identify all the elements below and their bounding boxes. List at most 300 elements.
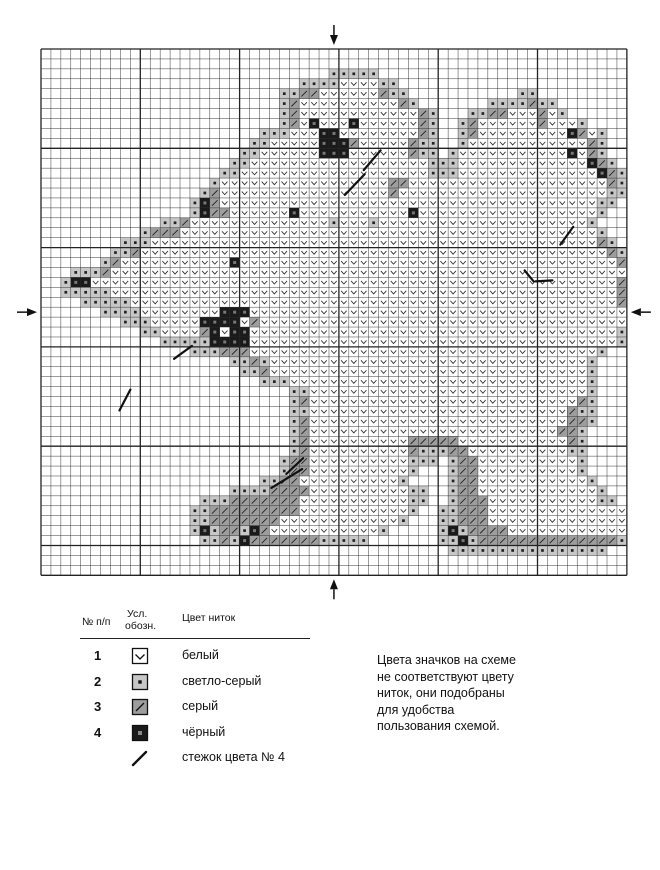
gray-slash-symbol-icon xyxy=(130,697,150,717)
stitch-cell-dot xyxy=(269,377,279,387)
stitch-cell-check xyxy=(369,198,379,208)
stitch-cell-check xyxy=(369,277,379,287)
stitch-cell-check xyxy=(478,377,488,387)
stitch-cell-check xyxy=(587,516,597,526)
stitch-cell-dot xyxy=(587,406,597,416)
stitch-cell-check xyxy=(468,406,478,416)
stitch-cell-dot xyxy=(160,218,170,228)
stitch-cell-check xyxy=(498,228,508,238)
stitch-cell-check xyxy=(369,99,379,109)
stitch-cell-check xyxy=(488,347,498,357)
stitch-cell-check xyxy=(259,317,269,327)
stitch-cell-check xyxy=(418,317,428,327)
stitch-cell-check xyxy=(250,238,260,248)
stitch-cell-check xyxy=(240,297,250,307)
stitch-cell-slash xyxy=(617,258,627,268)
stitch-cell-check xyxy=(408,109,418,119)
stitch-cell-check xyxy=(458,367,468,377)
stitch-cell-check xyxy=(349,297,359,307)
stitch-cell-slash xyxy=(230,496,240,506)
stitch-cell-check xyxy=(508,466,518,476)
stitch-cell-check xyxy=(448,258,458,268)
stitch-cell-check xyxy=(408,218,418,228)
stitch-cell-check xyxy=(379,228,389,238)
stitch-cell-check xyxy=(220,297,230,307)
stitch-cell-check xyxy=(379,178,389,188)
stitch-cell-check xyxy=(369,337,379,347)
light-gray-dot-symbol-icon xyxy=(130,672,150,692)
stitch-cell-check xyxy=(498,486,508,496)
stitch-cell-check xyxy=(329,446,339,456)
stitch-cell-check xyxy=(518,228,528,238)
stitch-cell-check xyxy=(428,367,438,377)
stitch-cell-dot xyxy=(438,536,448,546)
stitch-cell-check xyxy=(498,148,508,158)
stitch-cell-check xyxy=(329,476,339,486)
stitch-cell-check xyxy=(528,506,538,516)
stitch-cell-square xyxy=(339,138,349,148)
stitch-cell-check xyxy=(329,357,339,367)
legend-color-name: серый xyxy=(182,699,219,713)
stitch-cell-check xyxy=(418,198,428,208)
stitch-cell-check xyxy=(488,258,498,268)
stitch-cell-check xyxy=(111,267,121,277)
stitch-cell-slash xyxy=(220,526,230,536)
stitch-cell-check xyxy=(190,327,200,337)
stitch-cell-check xyxy=(528,198,538,208)
stitch-cell-check xyxy=(349,277,359,287)
stitch-cell-check xyxy=(319,258,329,268)
stitch-cell-check xyxy=(120,277,130,287)
stitch-cell-check xyxy=(478,307,488,317)
stitch-cell-dot xyxy=(468,536,478,546)
stitch-cell-slash xyxy=(250,317,260,327)
stitch-cell-dot xyxy=(289,446,299,456)
stitch-cell-check xyxy=(418,158,428,168)
stitch-cell-check xyxy=(577,188,587,198)
stitch-cell-check xyxy=(379,287,389,297)
stitch-cell-check xyxy=(389,198,399,208)
stitch-cell-check xyxy=(379,406,389,416)
stitch-cell-check xyxy=(538,267,548,277)
stitch-cell-dot xyxy=(130,238,140,248)
stitch-cell-check xyxy=(279,327,289,337)
stitch-cell-check xyxy=(120,287,130,297)
stitch-cell-check xyxy=(339,79,349,89)
stitch-cell-check xyxy=(389,416,399,426)
stitch-cell-check xyxy=(547,387,557,397)
stitch-cell-check xyxy=(488,178,498,188)
stitch-cell-check xyxy=(379,158,389,168)
stitch-cell-check xyxy=(418,406,428,416)
stitch-cell-check xyxy=(508,406,518,416)
stitch-cell-check xyxy=(448,317,458,327)
stitch-cell-check xyxy=(289,347,299,357)
stitch-cell-check xyxy=(508,506,518,516)
stitch-cell-dot xyxy=(210,526,220,536)
stitch-cell-check xyxy=(438,267,448,277)
stitch-cell-dot xyxy=(597,128,607,138)
stitch-cell-dot xyxy=(289,436,299,446)
stitch-cell-check xyxy=(478,218,488,228)
stitch-cell-check xyxy=(448,406,458,416)
stitch-cell-dot xyxy=(577,119,587,129)
stitch-cell-check xyxy=(389,238,399,248)
backstitch-segment xyxy=(536,280,553,281)
stitch-cell-check xyxy=(369,446,379,456)
stitch-cell-check xyxy=(547,277,557,287)
stitch-cell-check xyxy=(398,198,408,208)
stitch-cell-check xyxy=(508,357,518,367)
stitch-cell-check xyxy=(259,208,269,218)
stitch-cell-check xyxy=(309,506,319,516)
stitch-cell-check xyxy=(259,158,269,168)
stitch-cell-check xyxy=(329,426,339,436)
stitch-cell-dot xyxy=(508,546,518,556)
stitch-cell-check xyxy=(299,238,309,248)
stitch-cell-check xyxy=(458,228,468,238)
stitch-cell-check xyxy=(478,486,488,496)
stitch-cell-check xyxy=(220,248,230,258)
stitch-cell-check xyxy=(538,248,548,258)
stitch-cell-dot xyxy=(587,476,597,486)
stitch-cell-check xyxy=(528,327,538,337)
stitch-cell-dot xyxy=(190,208,200,218)
stitch-cell-check xyxy=(339,377,349,387)
stitch-cell-dot xyxy=(289,397,299,407)
stitch-cell-check xyxy=(468,208,478,218)
stitch-cell-check xyxy=(418,188,428,198)
stitch-cell-check xyxy=(269,357,279,367)
stitch-cell-check xyxy=(259,218,269,228)
stitch-cell-dot xyxy=(418,496,428,506)
stitch-cell-check xyxy=(567,267,577,277)
stitch-cell-check xyxy=(289,337,299,347)
stitch-cell-check xyxy=(428,238,438,248)
stitch-cell-check xyxy=(319,397,329,407)
legend-color-name: стежок цвета № 4 xyxy=(182,750,285,764)
stitch-cell-check xyxy=(230,267,240,277)
stitch-cell-slash xyxy=(230,526,240,536)
stitch-cell-check xyxy=(170,317,180,327)
stitch-cell-dot xyxy=(518,546,528,556)
stitch-cell-check xyxy=(428,218,438,228)
stitch-cell-check xyxy=(398,287,408,297)
stitch-cell-slash xyxy=(299,89,309,99)
stitch-cell-dot xyxy=(279,99,289,109)
legend-table xyxy=(80,608,310,772)
stitch-cell-check xyxy=(329,178,339,188)
stitch-cell-dot xyxy=(408,496,418,506)
stitch-cell-check xyxy=(389,506,399,516)
stitch-cell-slash xyxy=(408,138,418,148)
stitch-cell-check xyxy=(518,238,528,248)
stitch-cell-slash xyxy=(250,536,260,546)
stitch-cell-check xyxy=(349,526,359,536)
stitch-cell-check xyxy=(448,287,458,297)
stitch-cell-check xyxy=(428,307,438,317)
stitch-cell-check xyxy=(111,277,121,287)
stitch-cell-check xyxy=(259,238,269,248)
stitch-cell-check xyxy=(120,267,130,277)
stitch-cell-check xyxy=(408,238,418,248)
stitch-cell-check xyxy=(369,119,379,129)
stitch-cell-check xyxy=(329,158,339,168)
stitch-cell-check xyxy=(389,287,399,297)
stitch-cell-dot xyxy=(448,496,458,506)
stitch-cell-check xyxy=(478,367,488,377)
stitch-cell-check xyxy=(428,416,438,426)
stitch-cell-check xyxy=(478,466,488,476)
stitch-cell-check xyxy=(398,347,408,357)
stitch-cell-dot xyxy=(597,198,607,208)
stitch-cell-check xyxy=(299,367,309,377)
stitch-cell-dot xyxy=(458,138,468,148)
stitch-cell-slash xyxy=(240,506,250,516)
stitch-cell-check xyxy=(339,357,349,367)
stitch-cell-check xyxy=(180,287,190,297)
stitch-cell-check xyxy=(428,337,438,347)
stitch-cell-check xyxy=(468,436,478,446)
stitch-cell-check xyxy=(597,267,607,277)
stitch-cell-check xyxy=(309,377,319,387)
stitch-cell-check xyxy=(508,337,518,347)
stitch-cell-check xyxy=(448,228,458,238)
stitch-cell-check xyxy=(230,248,240,258)
stitch-cell-check xyxy=(468,297,478,307)
stitch-cell-check xyxy=(508,208,518,218)
stitch-cell-check xyxy=(528,357,538,367)
stitch-cell-check xyxy=(547,357,557,367)
stitch-cell-check xyxy=(448,416,458,426)
stitch-cell-check xyxy=(468,228,478,238)
stitch-cell-slash xyxy=(567,436,577,446)
stitch-cell-check xyxy=(349,496,359,506)
stitch-cell-check xyxy=(279,526,289,536)
stitch-cell-dot xyxy=(190,506,200,516)
stitch-cell-check xyxy=(339,426,349,436)
stitch-cell-check xyxy=(538,277,548,287)
stitch-cell-slash xyxy=(478,506,488,516)
stitch-cell-check xyxy=(319,347,329,357)
stitch-cell-check xyxy=(458,277,468,287)
black-square-symbol-icon xyxy=(130,723,150,743)
stitch-cell-check xyxy=(259,347,269,357)
stitch-cell-check xyxy=(577,178,587,188)
stitch-cell-check xyxy=(577,377,587,387)
stitch-cell-dot xyxy=(438,506,448,516)
stitch-cell-check xyxy=(379,188,389,198)
stitch-cell-check xyxy=(379,387,389,397)
stitch-cell-check xyxy=(309,317,319,327)
legend-row-stitch xyxy=(80,746,310,772)
stitch-cell-check xyxy=(538,337,548,347)
stitch-cell-check xyxy=(319,287,329,297)
stitch-cell-check xyxy=(538,128,548,138)
stitch-cell-check xyxy=(279,347,289,357)
stitch-cell-dot xyxy=(428,158,438,168)
stitch-cell-check xyxy=(408,317,418,327)
stitch-cell-dot xyxy=(279,109,289,119)
stitch-cell-check xyxy=(359,109,369,119)
stitch-cell-square xyxy=(200,526,210,536)
stitch-cell-slash xyxy=(289,109,299,119)
stitch-cell-check xyxy=(329,347,339,357)
stitch-cell-check xyxy=(389,317,399,327)
stitch-cell-dot xyxy=(240,148,250,158)
stitch-cell-check xyxy=(349,79,359,89)
stitch-cell-check xyxy=(299,148,309,158)
stitch-cell-check xyxy=(359,387,369,397)
stitch-cell-check xyxy=(369,307,379,317)
stitch-cell-check xyxy=(309,347,319,357)
stitch-cell-check xyxy=(379,208,389,218)
stitch-cell-check xyxy=(269,258,279,268)
stitch-cell-check xyxy=(508,416,518,426)
stitch-cell-check xyxy=(418,377,428,387)
stitch-cell-check xyxy=(418,238,428,248)
stitch-cell-slash xyxy=(408,436,418,446)
stitch-cell-check xyxy=(220,218,230,228)
stitch-cell-check xyxy=(359,337,369,347)
stitch-cell-dot xyxy=(319,536,329,546)
stitch-cell-check xyxy=(597,188,607,198)
stitch-cell-slash xyxy=(597,536,607,546)
stitch-cell-dot xyxy=(438,526,448,536)
stitch-cell-check xyxy=(478,267,488,277)
stitch-cell-check xyxy=(369,367,379,377)
stitch-cell-check xyxy=(389,138,399,148)
stitch-cell-check xyxy=(279,158,289,168)
stitch-cell-check xyxy=(488,128,498,138)
stitch-cell-check xyxy=(319,436,329,446)
stitch-cell-check xyxy=(498,297,508,307)
stitch-cell-check xyxy=(250,158,260,168)
stitch-cell-check xyxy=(547,486,557,496)
stitch-cell-slash xyxy=(498,109,508,119)
stitch-cell-check xyxy=(438,238,448,248)
stitch-cell-dot xyxy=(428,148,438,158)
stitch-cell-check xyxy=(170,307,180,317)
stitch-cell-check xyxy=(299,158,309,168)
stitch-cell-check xyxy=(379,128,389,138)
stitch-cell-check xyxy=(398,158,408,168)
stitch-cell-check xyxy=(488,377,498,387)
stitch-cell-check xyxy=(180,307,190,317)
stitch-cell-square xyxy=(220,307,230,317)
stitch-cell-check xyxy=(398,466,408,476)
stitch-cell-check xyxy=(587,228,597,238)
stitch-cell-check xyxy=(250,297,260,307)
stitch-cell-check xyxy=(577,198,587,208)
stitch-cell-check xyxy=(319,516,329,526)
stitch-cell-slash xyxy=(408,148,418,158)
stitch-cell-check xyxy=(567,486,577,496)
stitch-cell-check xyxy=(319,357,329,367)
center-arrow-left-icon xyxy=(17,308,37,316)
stitch-cell-check xyxy=(269,277,279,287)
stitch-cell-slash xyxy=(458,516,468,526)
stitch-cell-check xyxy=(190,287,200,297)
stitch-cell-check xyxy=(538,466,548,476)
stitch-cell-check xyxy=(259,198,269,208)
stitch-cell-check xyxy=(269,158,279,168)
stitch-cell-check xyxy=(309,158,319,168)
stitch-cell-check xyxy=(319,327,329,337)
stitch-cell-check xyxy=(577,506,587,516)
stitch-cell-check xyxy=(547,148,557,158)
stitch-cell-check xyxy=(160,317,170,327)
stitch-cell-dot xyxy=(319,79,329,89)
stitch-cell-check xyxy=(269,297,279,307)
stitch-cell-check xyxy=(309,178,319,188)
stitch-cell-check xyxy=(528,228,538,238)
stitch-cell-check xyxy=(468,317,478,327)
stitch-cell-check xyxy=(329,277,339,287)
stitch-cell-check xyxy=(617,307,627,317)
stitch-cell-check xyxy=(617,516,627,526)
stitch-cell-slash xyxy=(389,178,399,188)
stitch-cell-check xyxy=(279,178,289,188)
stitch-cell-check xyxy=(478,228,488,238)
backstitch-segment xyxy=(119,390,130,411)
stitch-cell-dot xyxy=(279,128,289,138)
stitch-cell-check xyxy=(349,436,359,446)
stitch-cell-slash xyxy=(587,148,597,158)
stitch-cell-check xyxy=(299,347,309,357)
stitch-cell-check xyxy=(458,426,468,436)
stitch-cell-check xyxy=(428,208,438,218)
stitch-cell-check xyxy=(299,258,309,268)
stitch-cell-check xyxy=(428,178,438,188)
stitch-cell-check xyxy=(508,198,518,208)
stitch-cell-check xyxy=(369,138,379,148)
stitch-cell-check xyxy=(398,337,408,347)
stitch-cell-check xyxy=(259,258,269,268)
stitch-cell-check xyxy=(309,297,319,307)
stitch-cell-check xyxy=(279,148,289,158)
stitch-cell-check xyxy=(379,446,389,456)
stitch-cell-dot xyxy=(250,148,260,158)
stitch-cell-check xyxy=(528,148,538,158)
stitch-cell-check xyxy=(567,208,577,218)
stitch-cell-check xyxy=(230,198,240,208)
stitch-cell-dot xyxy=(577,446,587,456)
stitch-cell-check xyxy=(359,357,369,367)
stitch-cell-check xyxy=(269,267,279,277)
stitch-cell-check xyxy=(528,119,538,129)
stitch-cell-check xyxy=(418,327,428,337)
stitch-cell-check xyxy=(349,476,359,486)
stitch-cell-check xyxy=(597,258,607,268)
stitch-cell-check xyxy=(438,248,448,258)
stitch-cell-slash xyxy=(279,506,289,516)
stitch-cell-check xyxy=(498,287,508,297)
stitch-cell-check xyxy=(498,208,508,218)
stitch-cell-check xyxy=(557,128,567,138)
stitch-cell-dot xyxy=(329,69,339,79)
stitch-cell-check xyxy=(379,456,389,466)
stitch-cell-check xyxy=(180,277,190,287)
stitch-cell-check xyxy=(349,158,359,168)
stitch-cell-square xyxy=(240,307,250,317)
stitch-cell-check xyxy=(498,436,508,446)
stitch-cell-check xyxy=(349,128,359,138)
stitch-cell-dot xyxy=(418,138,428,148)
stitch-cell-check xyxy=(567,238,577,248)
stitch-cell-check xyxy=(329,456,339,466)
stitch-cell-check xyxy=(408,367,418,377)
